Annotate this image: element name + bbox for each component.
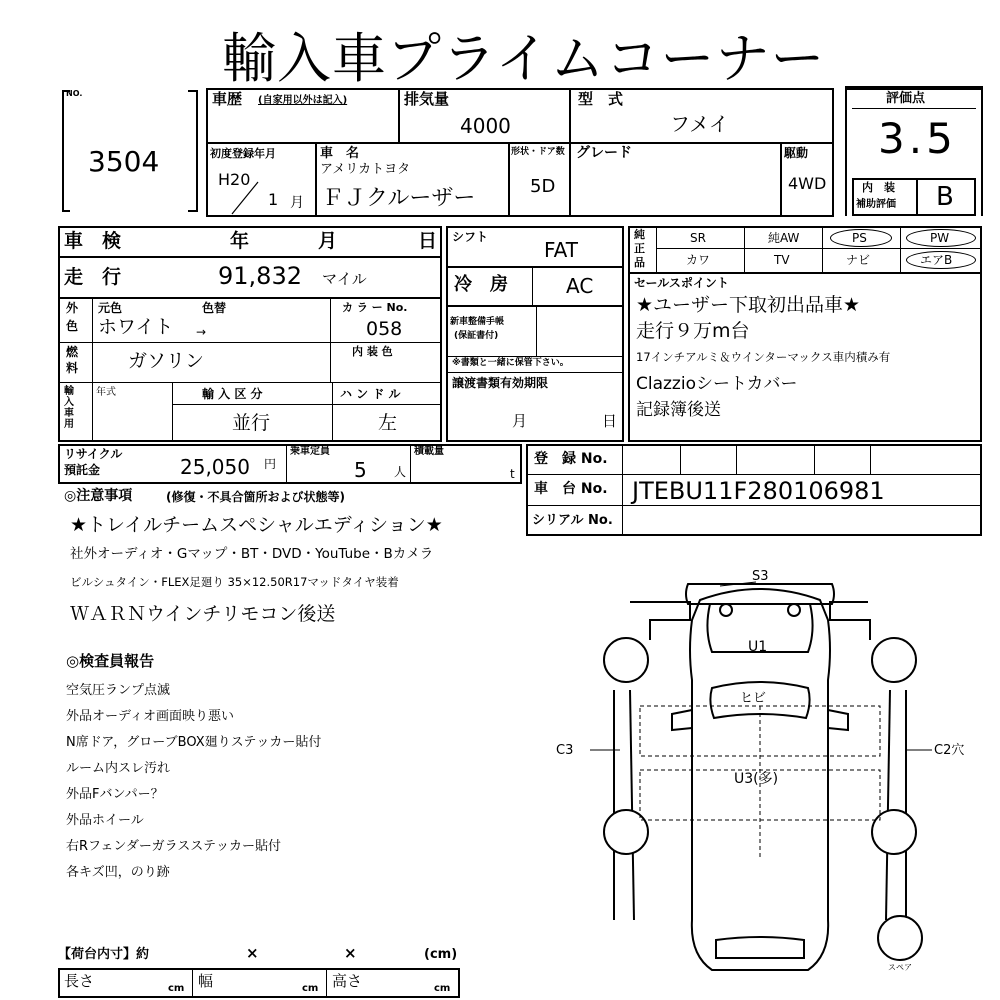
notes-line-4: ＷＡＲＮウインチリモコン後送 [70, 603, 336, 625]
handle-value: 左 [378, 412, 398, 434]
sales-line-2: 走行９万m台 [636, 320, 750, 342]
sales-line-3: 17インチアルミ＆ウインターマックス車内積み有 [636, 350, 891, 364]
transfer-label: 譲渡書類有効期限 [452, 376, 549, 390]
shaken-day: 日 [418, 230, 438, 252]
grid-row-divider [206, 142, 833, 144]
equip-sr: SR [690, 231, 706, 245]
model-label: 型 式 [578, 90, 624, 108]
import-side-label: 輸 入 車 用 [64, 386, 74, 430]
capacity-value: 5 [354, 458, 367, 482]
lot-bracket-left [62, 90, 64, 212]
grid-col-a [398, 88, 400, 142]
import-sub-line [172, 404, 441, 405]
maint-divider [536, 305, 537, 356]
docs-line [446, 372, 623, 373]
cargo-x2: × [344, 944, 357, 962]
registration-label: 登 録 No. [534, 451, 608, 467]
sales-line-4: Clazzioシートカバー [636, 374, 798, 394]
first-reg-slash [230, 180, 260, 216]
diagram-spare: スペア [888, 963, 912, 972]
diagram-c2: C2穴 [934, 743, 965, 758]
diagram-s3: S3 [752, 569, 769, 584]
load-unit: t [510, 467, 515, 481]
lot-bracket-top-r [188, 90, 197, 92]
color-code-divider [330, 297, 331, 382]
reg-cell-2 [736, 444, 737, 474]
equip-col-0 [656, 226, 657, 272]
car-maker: アメリカトヨタ [320, 162, 411, 177]
notes-sub: (修復・不具合箇所および状態等) [166, 490, 345, 504]
grid-col-b [569, 88, 571, 217]
cargo-height-label: 高さ [332, 972, 363, 990]
sales-line-1: ★ユーザー下取初出品車★ [636, 294, 861, 316]
mileage-unit: マイル [322, 270, 367, 288]
side-label-divider [92, 297, 93, 441]
sales-label: セールスポイント [634, 276, 729, 290]
notes-line-3: ビルシュタイン・FLEX足廻り 35×12.50R17マッドタイヤ装着 [70, 575, 399, 589]
import-kubun-label: 輸 入 区 分 [202, 387, 263, 401]
car-name: ＦＪクルーザー [322, 186, 476, 211]
load-label: 積載量 [414, 446, 444, 457]
equip-col-3 [900, 226, 901, 272]
reg-cell-1 [680, 444, 681, 474]
rating-score: 3.5 [878, 114, 957, 163]
equip-aw: 純AW [768, 231, 800, 245]
interior-sub-label: 補助評価 [856, 199, 896, 210]
grid-col-e [780, 142, 782, 217]
fuel-value: ガソリン [128, 350, 205, 372]
inspector-line-7: 右Rフェンダーガラスステッカー貼付 [66, 839, 281, 854]
equip-navi: ナビ [846, 253, 871, 267]
equip-airbag: エアB [920, 253, 953, 267]
shift-line [446, 266, 623, 268]
drive-label: 駆動 [784, 146, 809, 160]
color-arrow: → [196, 325, 207, 339]
history-note: (自家用以外は記入) [258, 95, 348, 106]
interior-label: 内 装 [862, 181, 895, 194]
equip-ps: PS [852, 231, 867, 245]
aircon-label: 冷 房 [454, 274, 508, 295]
row4-line [58, 382, 441, 383]
maint-line [446, 356, 623, 357]
serial-label: シリアル No. [532, 513, 613, 528]
recycle-label-1: リサイクル [64, 447, 123, 461]
color-code-value: 058 [366, 318, 403, 340]
inspector-line-2: 外品オーディオ画面映り悪い [66, 709, 234, 724]
import-col-1 [172, 382, 173, 441]
notes-line-1: ★トレイルチームスペシャルエディション★ [70, 514, 443, 536]
interior-color-label: 内 装 色 [352, 345, 393, 358]
doors-value: 5D [530, 176, 556, 197]
page-title: 輸入車プライムコーナー [222, 27, 826, 90]
row3-line [58, 342, 441, 343]
cargo-width-unit: cm [302, 983, 319, 994]
first-reg-month-unit: 月 [290, 195, 304, 211]
color-side-1: 外 [66, 301, 79, 315]
interior-rating-divider [916, 178, 918, 216]
import-col-2 [332, 382, 333, 441]
model-value: フメイ [670, 112, 729, 136]
import-year-label: 年式 [96, 387, 116, 398]
diagram-u1: U1 [748, 639, 768, 655]
doors-label: 形状・ドア数 [511, 147, 565, 157]
row2-line [58, 297, 441, 299]
ac-divider [532, 266, 533, 305]
displacement-label: 排気量 [404, 90, 450, 108]
equip-col-1 [744, 226, 745, 272]
first-reg-era: H20 [218, 170, 251, 189]
color-code-label: カ ラ ー No. [342, 301, 408, 314]
inspector-line-3: N席ドア，グローブBOX廻りステッカー貼付 [66, 735, 322, 750]
recycle-unit: 円 [264, 457, 277, 471]
aircon-value: AC [566, 274, 594, 298]
ac-line [446, 305, 623, 307]
sales-line-5: 記録簿後送 [636, 400, 721, 420]
vin-label: 車 台 No. [534, 481, 608, 497]
inspector-line-6: 外品ホイール [66, 813, 144, 828]
interior-value: B [936, 182, 954, 212]
shift-value: FAT [544, 238, 579, 262]
handle-label: ハ ン ド ル [340, 387, 401, 401]
grid-col-c [315, 142, 317, 217]
equip-tv: TV [774, 253, 790, 267]
equip-row-line [656, 248, 981, 249]
first-reg-month: 1 [268, 190, 279, 209]
cargo-width-label: 幅 [198, 972, 214, 990]
cargo-unit-heading: (cm) [424, 947, 458, 962]
cargo-length-label: 長さ [64, 972, 95, 990]
lot-bracket-bottom [62, 210, 70, 212]
color-side-2: 色 [66, 319, 79, 333]
cargo-table [58, 968, 460, 998]
lot-label: NO. [66, 89, 83, 98]
docs-note: ※書類と一緒に保管下さい。 [452, 358, 569, 368]
capacity-unit: 人 [394, 465, 407, 479]
inspector-heading: ◎検査員報告 [66, 652, 155, 670]
cargo-length-unit: cm [168, 983, 185, 994]
shaken-year: 年 [230, 230, 250, 252]
reg-label-divider [622, 444, 623, 536]
rating-label: 評価点 [886, 91, 926, 106]
reg-cell-4 [870, 444, 871, 474]
notes-heading: ◎注意事項 [64, 488, 133, 504]
grade-label: グレード [576, 145, 632, 161]
recycle-label-2: 預託金 [64, 463, 101, 477]
recycle-div-1 [286, 444, 287, 484]
maint-book-line1: 新車整備手帳 [450, 317, 505, 327]
row1-line [58, 256, 441, 258]
reg-cell-3 [814, 444, 815, 474]
cargo-heading: 【荷台内寸】約 [58, 947, 150, 962]
mileage-label: 走 行 [64, 266, 122, 288]
recycle-div-2 [410, 444, 411, 484]
diagram-hibi: ヒビ [740, 691, 767, 706]
inspector-line-5: 外品Fバンパー？ [66, 787, 164, 802]
lot-number: 3504 [88, 145, 160, 178]
inspector-line-8: 各キズ凹，のり跡 [66, 865, 170, 880]
inspector-line-1: 空気圧ランプ点滅 [66, 683, 171, 698]
notes-line-2: 社外オーディオ・Gマップ・BT・DVD・YouTube・Bカメラ [70, 546, 434, 562]
capacity-label: 乗車定員 [290, 446, 330, 457]
equip-leather: カワ [686, 253, 711, 267]
inspector-line-4: ルーム内スレ汚れ [66, 761, 171, 776]
drive-value: 4WD [788, 174, 827, 193]
lot-bracket-bottom-r [188, 210, 197, 212]
color-change-label: 色替 [202, 301, 227, 315]
diagram-u3: U3(多) [734, 771, 779, 787]
cargo-x1: × [246, 944, 259, 962]
equip-pw: PW [930, 231, 950, 245]
maint-book-line2: (保証書付) [454, 331, 499, 341]
cargo-height-unit: cm [434, 983, 451, 994]
shaken-label: 車 検 [64, 230, 122, 252]
mileage-value: 91,832 [218, 262, 302, 290]
color-orig-label: 元色 [98, 301, 123, 315]
cargo-div-2 [326, 968, 327, 998]
cargo-div-1 [192, 968, 193, 998]
reg-line-2 [526, 505, 981, 506]
history-label: 車歴 [212, 90, 243, 108]
first-reg-label: 初度登録年月 [210, 147, 276, 160]
transfer-day: 日 [602, 412, 618, 430]
transfer-month: 月 [512, 412, 528, 430]
grid-col-d [508, 142, 510, 217]
equip-bottom-line [628, 272, 981, 274]
fuel-side-1: 燃 [66, 345, 79, 359]
equipment-label: 純 正 品 [634, 228, 645, 269]
displacement-value: 4000 [460, 114, 511, 138]
car-name-label: 車 名 [320, 146, 360, 161]
shift-label: シフト [452, 230, 489, 244]
fuel-side-2: 料 [66, 361, 79, 375]
equip-col-2 [822, 226, 823, 272]
shaken-month: 月 [318, 230, 338, 252]
color-orig-value: ホワイト [98, 316, 174, 338]
recycle-value: 25,050 [180, 455, 250, 479]
reg-line-1 [526, 474, 981, 475]
lot-bracket-right [196, 90, 198, 212]
rating-divider [852, 108, 976, 109]
diagram-c3: C3 [556, 743, 574, 758]
vin-value: JTEBU11F280106981 [632, 477, 885, 505]
import-kubun-value: 並行 [232, 412, 271, 434]
